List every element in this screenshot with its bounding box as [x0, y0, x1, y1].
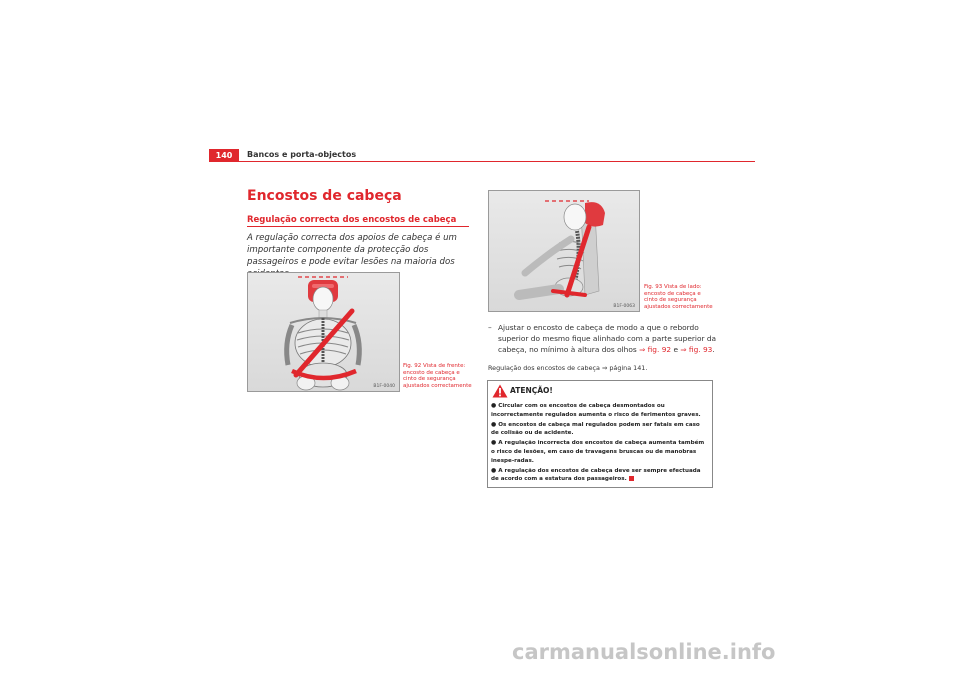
warning-triangle-icon — [492, 384, 508, 398]
figure-code: B1F-0063 — [613, 304, 635, 309]
intro-paragraph: A regulação correcta dos apoios de cabeça é um importante componente da protecção dos passageiros e pode evitar lesões na maioria dos — [247, 233, 457, 267]
figure-93-link[interactable]: ⇒ fig. 93 — [680, 345, 713, 354]
section-title: Encostos de cabeça — [247, 188, 402, 204]
figure-93-caption: Fig. 93 Vista de lado: encosto de cabeça e cinto de segurança ajustados correctamente — [644, 284, 713, 310]
bullet-icon: ● — [491, 402, 497, 409]
step-end: . — [712, 345, 715, 354]
figure-93-side-view — [488, 190, 640, 312]
side-view-illustration — [489, 191, 639, 311]
step-text: Ajustar o encosto de cabeça de modo a que o rebordo superior do mesmo fique alinhado com a parte superior da cabeça, no mínimo à altura dos olhos — [498, 323, 717, 354]
warning-title: ATENÇÃO! — [510, 386, 553, 395]
page-number: 140 — [209, 149, 239, 162]
headrest-shape — [585, 202, 605, 226]
figure-92-link[interactable]: ⇒ fig. 92 — [639, 345, 672, 354]
watermark: carmanualsonline.info — [512, 640, 776, 664]
warning-header — [488, 381, 712, 399]
warning-item: ● Os encostos de cabeça mal regulados podem ser fatais em caso de colisão ou de acidente. — [491, 420, 700, 437]
warning-item: ● Circular com os encostos de cabeça desmontados ou incorrectamente regulados aumenta o risco de ferimentos graves. — [491, 402, 701, 418]
warning-item: ● A regulação incorrecta dos encostos de cabeça aumenta também o risco de lesões, em caso de travagens bruscas ou de manobras inespe-radas. — [491, 439, 705, 464]
warning-box — [487, 380, 713, 488]
bullet-icon: ● — [491, 439, 497, 447]
warning-item: ● A regulação dos encostos de cabeça deve ser sempre efectuada de acordo com a estatura dos passageiros. — [491, 466, 701, 483]
instruction-step — [488, 322, 718, 355]
step-dash: – — [488, 323, 492, 332]
figure-92-caption: Fig. 92 Vista de frente: encosto de cabeça e cinto de segurança ajustados correctamente — [403, 363, 472, 389]
bullet-icon: ● — [491, 420, 497, 428]
page-reference: Regulação dos encostos de cabeça ⇒ página 141. — [488, 364, 648, 372]
warning-list — [491, 402, 709, 485]
figure-code: B1F-0040 — [373, 384, 395, 389]
header-divider — [209, 161, 755, 162]
step-connector: e — [673, 345, 679, 354]
subsection-title: Regulação correcta dos encostos de cabeça — [247, 215, 457, 225]
subsection-divider — [247, 226, 469, 227]
end-of-section-icon — [629, 476, 634, 481]
bullet-icon: ● — [491, 466, 497, 474]
front-view-illustration — [248, 273, 399, 391]
running-header-title: Bancos e porta-objectos — [247, 150, 357, 159]
figure-92-front-view — [247, 272, 400, 392]
